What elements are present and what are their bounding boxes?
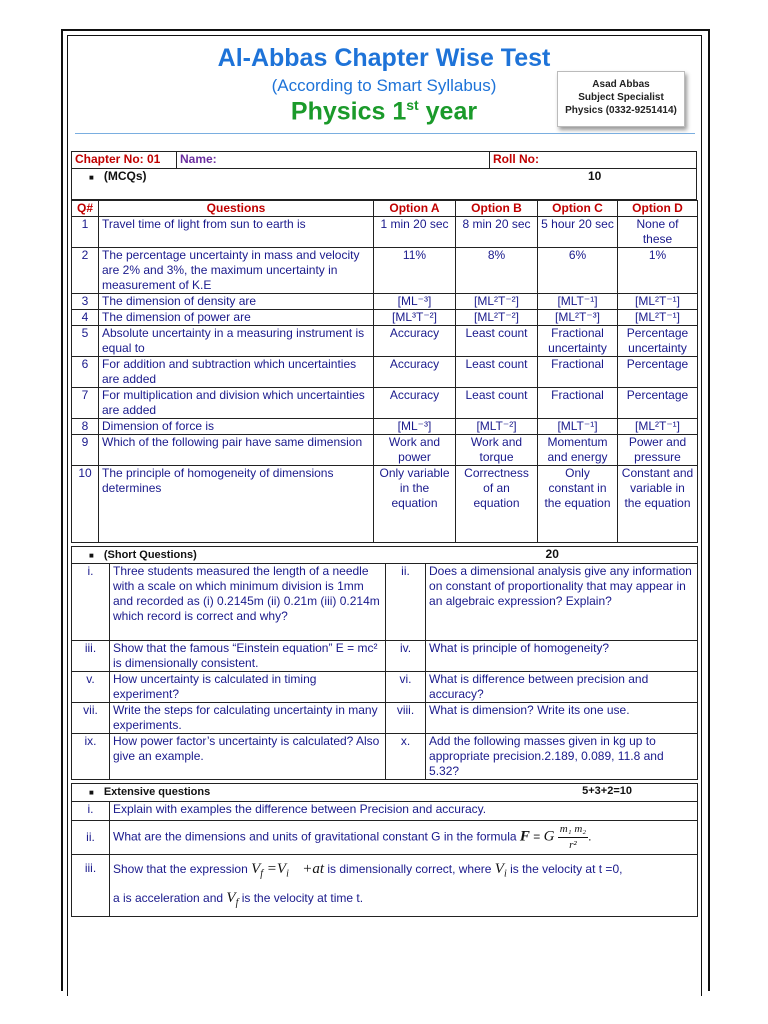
mcq-row bbox=[72, 310, 698, 326]
mcq-row bbox=[72, 388, 698, 419]
mcq-number: 2 bbox=[72, 248, 99, 294]
short-number: ii. bbox=[386, 564, 426, 641]
expr-vi: V bbox=[276, 861, 287, 877]
mcq-number: 6 bbox=[72, 357, 99, 388]
formula-fraction bbox=[558, 822, 588, 853]
mcq-option-d: 1% bbox=[618, 248, 698, 294]
short-question: What is difference between precision and accuracy? bbox=[426, 672, 698, 703]
stamp-name: Asad Abbas bbox=[592, 79, 650, 90]
mcq-question: The dimension of power are bbox=[99, 310, 374, 326]
mcq-row bbox=[72, 466, 698, 543]
short-row bbox=[72, 703, 698, 734]
mcq-option-d: Percentage bbox=[618, 388, 698, 419]
mcq-option-b: Work and torque bbox=[456, 435, 538, 466]
extensive-question bbox=[110, 821, 698, 855]
mcq-question: For multiplication and division which uncertainties are added bbox=[99, 388, 374, 419]
expr-vf-2-sub: f bbox=[235, 897, 239, 909]
short-number: ix. bbox=[72, 734, 110, 780]
mcq-option-c: [ML²T⁻³] bbox=[538, 310, 618, 326]
mcq-number: 10 bbox=[72, 466, 99, 543]
formula-numerator: m₁ m₂ bbox=[558, 822, 588, 838]
formula-f: F bbox=[519, 828, 530, 845]
mcq-option-a: Work and power bbox=[374, 435, 456, 466]
test-title: Al-Abbas Chapter Wise Test bbox=[217, 44, 551, 72]
mcq-question: Dimension of force is bbox=[99, 419, 374, 435]
bullet-icon: ■ bbox=[89, 551, 94, 560]
class-heading-sup: st bbox=[406, 97, 419, 113]
test-subtitle: (According to Smart Syllabus) bbox=[271, 76, 497, 95]
mcq-number: 4 bbox=[72, 310, 99, 326]
extensive-heading: Extensive questions bbox=[103, 786, 211, 798]
mcq-option-a: [ML⁻³] bbox=[374, 419, 456, 435]
mcq-option-d: Constant and variable in the equation bbox=[618, 466, 698, 543]
short-question: Three students measured the length of a needle with a scale on which minimum division is 1mm and recorded as (i) 0.2145m (ii) 0.21m (iii) 0.214m which record is correct and why? bbox=[110, 564, 386, 641]
mcq-option-a: Accuracy bbox=[374, 326, 456, 357]
mcq-row bbox=[72, 326, 698, 357]
mcq-heading: (MCQs) bbox=[103, 169, 147, 183]
bullet-icon: ■ bbox=[89, 788, 94, 797]
extensive-questions-table bbox=[71, 783, 698, 917]
mcq-option-a: [ML³T⁻²] bbox=[374, 310, 456, 326]
mcq-number: 7 bbox=[72, 388, 99, 419]
mcq-row bbox=[72, 217, 698, 248]
mcq-option-b: Least count bbox=[456, 357, 538, 388]
short-question: What is dimension? Write its one use. bbox=[426, 703, 698, 734]
chapter-label: Chapter No: 01 bbox=[72, 152, 177, 169]
expr-plus-at: +at bbox=[302, 861, 325, 877]
short-row bbox=[72, 564, 698, 641]
expr-text-4: a is acceleration and bbox=[113, 891, 224, 906]
short-marks: 20 bbox=[386, 547, 698, 564]
roll-field: Roll No: bbox=[490, 152, 697, 169]
mcq-option-b: 8% bbox=[456, 248, 538, 294]
mcq-table bbox=[71, 200, 698, 543]
formula-denominator: r² bbox=[569, 839, 577, 851]
short-number: vi. bbox=[386, 672, 426, 703]
short-question: What is principle of homogeneity? bbox=[426, 641, 698, 672]
mcq-option-c: Momentum and energy bbox=[538, 435, 618, 466]
short-number: iv. bbox=[386, 641, 426, 672]
expr-vf-sub: f bbox=[260, 868, 264, 880]
mcq-heading-table bbox=[71, 168, 697, 200]
short-number: v. bbox=[72, 672, 110, 703]
col-option-a: Option A bbox=[374, 201, 456, 217]
short-number: viii. bbox=[386, 703, 426, 734]
formula-end: . bbox=[588, 829, 592, 844]
mcq-option-d: [ML²T⁻¹] bbox=[618, 419, 698, 435]
col-questions: Questions bbox=[99, 201, 374, 217]
mcq-option-c: 5 hour 20 sec bbox=[538, 217, 618, 248]
mcq-option-c: Fractional uncertainty bbox=[538, 326, 618, 357]
bullet-icon: ■ bbox=[89, 173, 94, 182]
mcq-option-b: Least count bbox=[456, 326, 538, 357]
stamp-role: Subject Specialist bbox=[578, 92, 664, 103]
mcq-option-a: Accuracy bbox=[374, 357, 456, 388]
mcq-option-d: None of these bbox=[618, 217, 698, 248]
mcq-number: 8 bbox=[72, 419, 99, 435]
col-option-b: Option B bbox=[456, 201, 538, 217]
extensive-question bbox=[110, 855, 698, 917]
expr-vi-2: V bbox=[494, 861, 504, 877]
mcq-option-c: Only constant in the equation bbox=[538, 466, 618, 543]
expr-vi-sub: i bbox=[286, 868, 289, 880]
stamp-contact: Physics (0332-9251414) bbox=[565, 105, 677, 116]
mcq-option-b: Correctness of an equation bbox=[456, 466, 538, 543]
extensive-number: iii. bbox=[72, 855, 110, 917]
mcq-option-b: [ML²T⁻²] bbox=[456, 310, 538, 326]
expr-vf: V bbox=[251, 861, 261, 877]
expr-text-3: is the velocity at t =0, bbox=[510, 862, 623, 876]
mcq-option-c: 6% bbox=[538, 248, 618, 294]
mcq-question: The percentage uncertainty in mass and velocity are 2% and 3%, the maximum uncertainty in measurement of K.E bbox=[99, 248, 374, 294]
formula-g: G bbox=[543, 828, 555, 845]
col-option-d: Option D bbox=[618, 201, 698, 217]
expr-eq: = bbox=[263, 861, 277, 877]
mcq-question: For addition and subtraction which uncertainties are added bbox=[99, 357, 374, 388]
expr-text-1: Show that the expression bbox=[113, 862, 248, 876]
mcq-number: 1 bbox=[72, 217, 99, 248]
short-number: iii. bbox=[72, 641, 110, 672]
info-table bbox=[71, 151, 697, 169]
mcq-option-c: [MLT⁻¹] bbox=[538, 419, 618, 435]
short-question: Does a dimensional analysis give any information on constant of proportionality that may appear in an algebraic expression? Explain? bbox=[426, 564, 698, 641]
mcq-row bbox=[72, 419, 698, 435]
mcq-row bbox=[72, 435, 698, 466]
mcq-row bbox=[72, 294, 698, 310]
mcq-option-c: [MLT⁻¹] bbox=[538, 294, 618, 310]
extensive-number: ii. bbox=[72, 821, 110, 855]
extensive-number: i. bbox=[72, 802, 110, 821]
mcq-option-a: [ML⁻³] bbox=[374, 294, 456, 310]
mcq-question: Travel time of light from sun to earth is bbox=[99, 217, 374, 248]
header-divider bbox=[75, 133, 695, 134]
mcq-option-a: 11% bbox=[374, 248, 456, 294]
name-field: Name: bbox=[177, 152, 490, 169]
extensive-marks: 5+3+2=10 bbox=[582, 785, 632, 797]
mcq-number: 5 bbox=[72, 326, 99, 357]
mcq-option-d: Percentage uncertainty bbox=[618, 326, 698, 357]
mcq-option-d: [ML²T⁻¹] bbox=[618, 294, 698, 310]
mcq-row bbox=[72, 357, 698, 388]
mcq-option-b: [ML²T⁻²] bbox=[456, 294, 538, 310]
extensive-row bbox=[72, 855, 698, 917]
extensive-row bbox=[72, 802, 698, 821]
expr-vf-2: V bbox=[226, 890, 236, 907]
mcq-number: 9 bbox=[72, 435, 99, 466]
mcq-row bbox=[72, 248, 698, 294]
mcq-option-b: 8 min 20 sec bbox=[456, 217, 538, 248]
short-row bbox=[72, 734, 698, 780]
mcq-option-c: Fractional bbox=[538, 357, 618, 388]
mcq-question: Absolute uncertainty in a measuring instrument is equal to bbox=[99, 326, 374, 357]
mcq-option-a: Only variable in the equation bbox=[374, 466, 456, 543]
mcq-marks: 10 bbox=[478, 169, 697, 200]
mcq-question: The principle of homogeneity of dimensions determines bbox=[99, 466, 374, 543]
short-number: x. bbox=[386, 734, 426, 780]
mcq-option-c: Fractional bbox=[538, 388, 618, 419]
mcq-question: Which of the following pair have same dimension bbox=[99, 435, 374, 466]
mcq-option-a: Accuracy bbox=[374, 388, 456, 419]
mcq-option-a: 1 min 20 sec bbox=[374, 217, 456, 248]
short-question: How power factor’s uncertainty is calculated? Also give an example. bbox=[110, 734, 386, 780]
col-qno: Q# bbox=[72, 201, 99, 217]
mcq-option-d: Power and pressure bbox=[618, 435, 698, 466]
extensive-row bbox=[72, 821, 698, 855]
class-heading-tail: year bbox=[418, 97, 478, 126]
expr-vi-2-sub: i bbox=[503, 868, 507, 880]
short-question: How uncertainty is calculated in timing experiment? bbox=[110, 672, 386, 703]
short-number: i. bbox=[72, 564, 110, 641]
short-heading: (Short Questions) bbox=[103, 549, 197, 561]
extensive-question: Explain with examples the difference between Precision and accuracy. bbox=[110, 802, 698, 821]
expr-text-2: is dimensionally correct, where bbox=[327, 862, 492, 876]
mcq-question: The dimension of density are bbox=[99, 294, 374, 310]
extensive-question-text: What are the dimensions and units of gravitational constant G in the formula bbox=[113, 829, 517, 844]
mcq-option-d: Percentage bbox=[618, 357, 698, 388]
formula-eq: = bbox=[529, 829, 544, 844]
short-question: Write the steps for calculating uncertainty in many experiments. bbox=[110, 703, 386, 734]
col-option-c: Option C bbox=[538, 201, 618, 217]
short-row bbox=[72, 641, 698, 672]
mcq-option-d: [ML²T⁻¹] bbox=[618, 310, 698, 326]
class-heading-main: Physics 1 bbox=[290, 97, 407, 126]
expr-text-5: is the velocity at time t. bbox=[241, 891, 364, 906]
short-questions-table bbox=[71, 546, 698, 780]
short-question: Show that the famous “Einstein equation” E = mc² is dimensionally consistent. bbox=[110, 641, 386, 672]
teacher-stamp bbox=[557, 71, 685, 127]
short-question: Add the following masses given in kg up to appropriate precision.2.189, 0.089, 11.8 and 5.32? bbox=[426, 734, 698, 780]
short-number: vii. bbox=[72, 703, 110, 734]
mcq-option-b: [MLT⁻²] bbox=[456, 419, 538, 435]
short-row bbox=[72, 672, 698, 703]
mcq-option-b: Least count bbox=[456, 388, 538, 419]
mcq-number: 3 bbox=[72, 294, 99, 310]
